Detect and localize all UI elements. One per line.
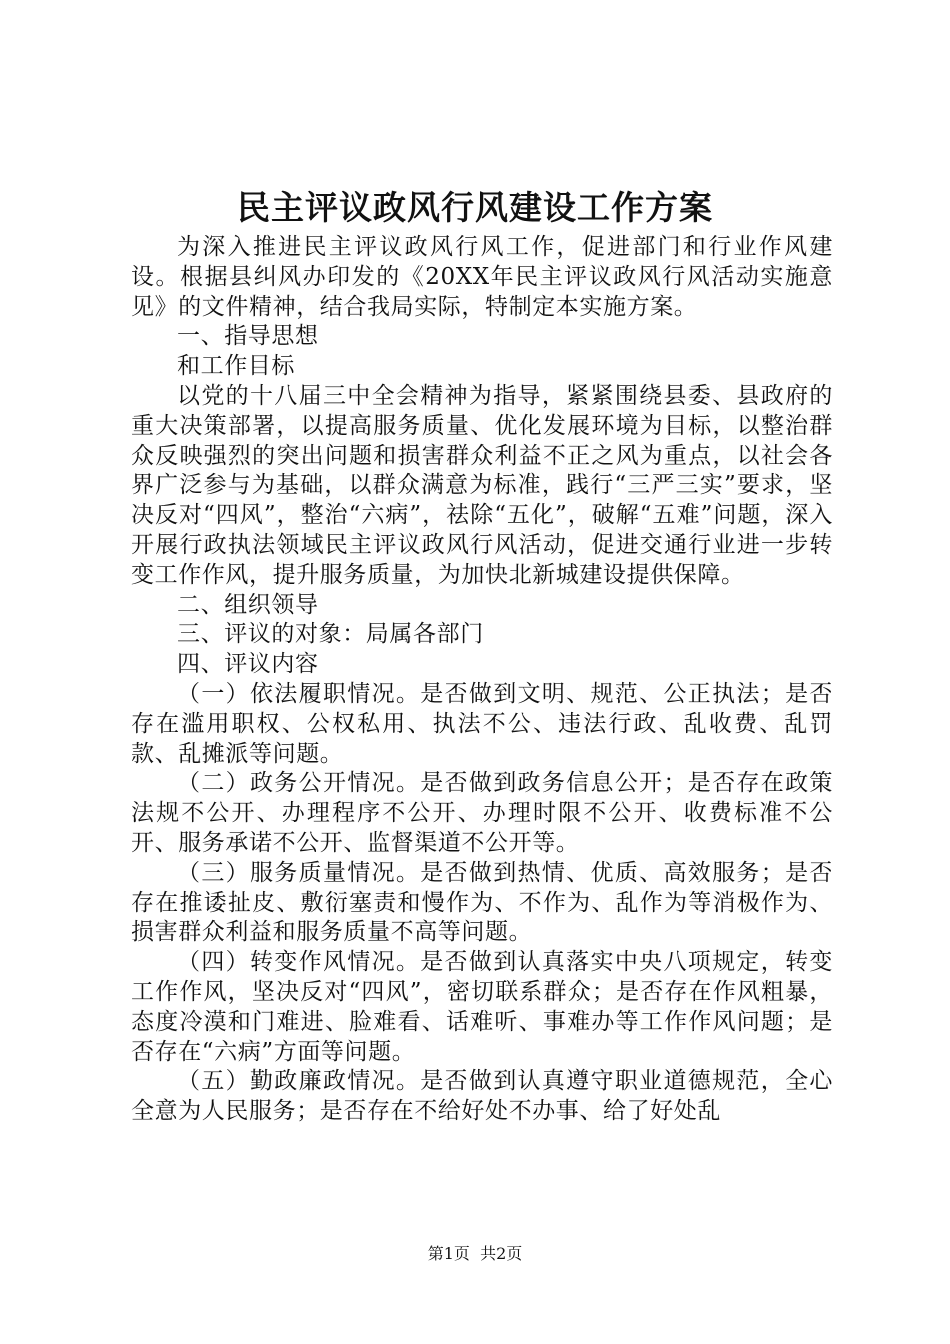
content-item-4: （四）转变作风情况。是否做到认真落实中央八项规定，转变工作作风，坚决反对“四风”，密切联系群众；是否存在作风粗暴，态度冷漠和门难进、脸难看、话难听、事难办等工作作风问题；是否存在“六病”方面等问题。 — [131, 949, 833, 1065]
section-heading-work-goals: 和工作目标 — [177, 353, 295, 380]
page-total: 共2页 — [480, 1244, 523, 1263]
content-item-2: （二）政务公开情况。是否做到政务信息公开；是否存在政策法规不公开、办理程序不公开、办理时限不公开、收费标准不公开、服务承诺不公开、监督渠道不公开等。 — [131, 770, 833, 856]
section-heading-guiding-thought: 一、指导思想 — [177, 323, 319, 350]
page-number: 第1页 — [427, 1244, 470, 1263]
section-heading-evaluation-content: 四、评议内容 — [177, 651, 319, 678]
content-item-5: （五）勤政廉政情况。是否做到认真遵守职业道德规范，全心全意为人民服务；是否存在不给好处不办事、给了好处乱 — [131, 1068, 833, 1125]
footer-spacer — [470, 1244, 480, 1263]
guiding-paragraph: 以党的十八届三中全会精神为指导，紧紧围绕县委、县政府的重大决策部署，以提高服务质量、优化发展环境为目标，以整治群众反映强烈的突出问题和损害群众利益不正之风为重点，以社会各界广泛参与为基础，以群众满意为标准，践行“三严三实”要求，坚决反对“四风”，整治“六病”，祛除“五化”，破解“五难”问题，深入开展行政执法领域民主评议政风行风活动，促进交通行业进一步转变工作作风，提升服务质量，为加快北新城建设提供保障。 — [131, 382, 833, 588]
content-item-3: （三）服务质量情况。是否做到热情、优质、高效服务；是否存在推诿扯皮、敷衍塞责和慢作为、不作为、乱作为等消极作为、损害群众利益和服务质量不高等问题。 — [131, 859, 833, 946]
section-heading-organization: 二、组织领导 — [177, 591, 319, 618]
page-footer — [0, 1242, 950, 1266]
intro-paragraph: 为深入推进民主评议政风行风工作，促进部门和行业作风建设。根据县纠风办印发的《20XX年民主评议政风行风活动实施意见》的文件精神，结合我局实际，特制定本实施方案。 — [131, 234, 833, 320]
document-title: 民主评议政风行风建设工作方案 — [237, 188, 713, 227]
document-body — [131, 233, 833, 1127]
section-heading-evaluation-targets: 三、评议的对象：局属各部门 — [177, 621, 484, 648]
content-item-1: （一）依法履职情况。是否做到文明、规范、公正执法；是否存在滥用职权、公权私用、执法不公、违法行政、乱收费、乱罚款、乱摊派等问题。 — [131, 680, 833, 767]
